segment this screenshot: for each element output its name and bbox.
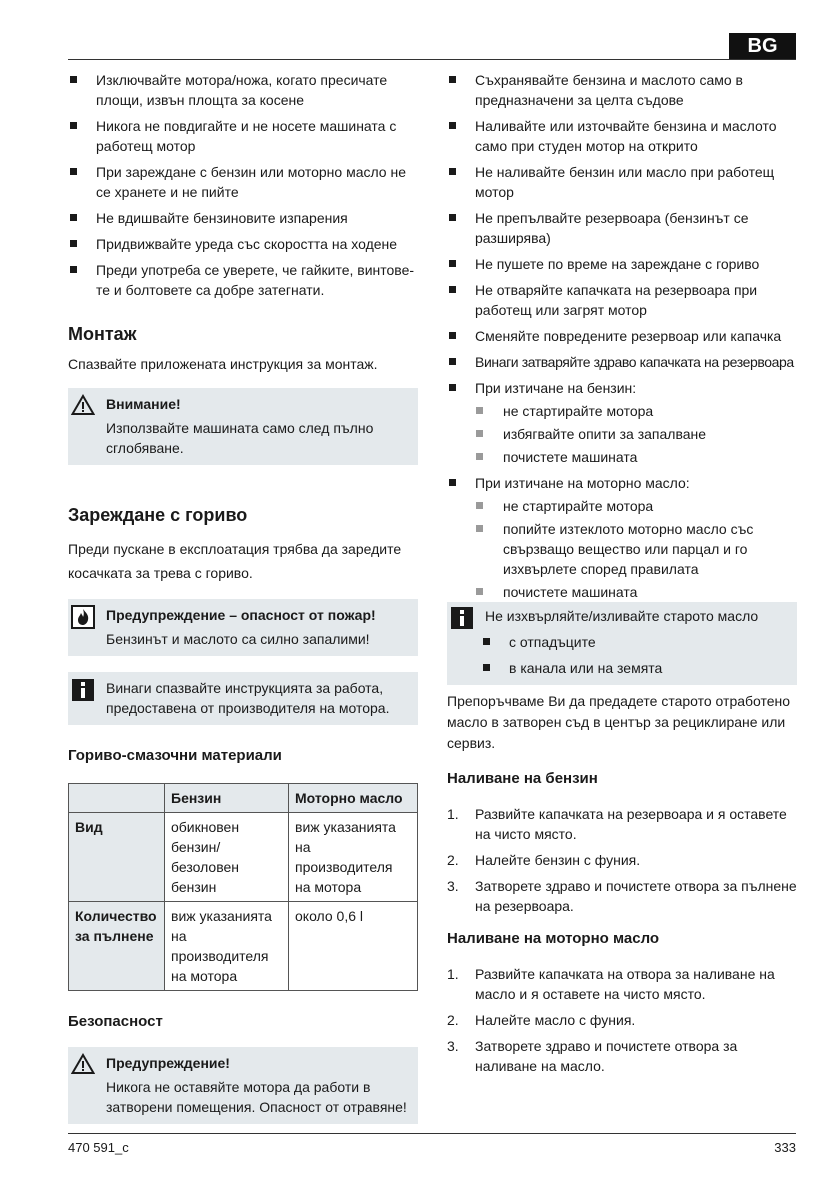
- warning-triangle-icon: [71, 394, 95, 421]
- fuel-safety-list: [447, 70, 797, 602]
- sub-list-item: почистете машината: [475, 582, 797, 602]
- list-item: 2. Налейте бензин с фуния.: [447, 852, 641, 868]
- list-item: в канала или на земята: [481, 658, 789, 678]
- safety-bullet-list: [68, 70, 418, 300]
- right-column: [447, 70, 797, 1082]
- section-title-safety: Безопасност: [68, 1013, 163, 1030]
- section-title-fuel: Зареждане с гориво: [68, 505, 248, 525]
- list-item: Не пушете по време на зареждане с гориво: [447, 254, 797, 274]
- list-item: Преди употреба се уверете, че гайките, винтове-те и болтовете са добре затегнати.: [68, 260, 418, 300]
- list-item: Изключвайте мотора/ножа, когато пресичате площи, извън площта за косене: [68, 70, 418, 110]
- step-text: Затворете здраво и почистете отвора за наливане на масло.: [475, 1038, 738, 1074]
- step-text: Налейте масло с фуния.: [475, 1012, 636, 1028]
- info-icon: [71, 678, 95, 707]
- recycle-text: Препоръчваме Ви да предадете старото отработено масло в затворен съд в център за рециклиране или сервиз.: [447, 693, 791, 751]
- sub-list-item: не стартирайте мотора: [475, 401, 797, 421]
- list-item: 1. Развийте капачката на резервоара и я оставете на чисто място.: [447, 806, 787, 842]
- list-item: 3. Затворете здраво и почистете отвора за наливане на масло.: [447, 1038, 738, 1074]
- row-header-quantity: Количество за пълнене: [69, 902, 165, 991]
- step-text: Развийте капачката на резервоара и я оставете на чисто място.: [475, 806, 787, 842]
- cell-oil-quantity: около 0,6 l: [289, 902, 418, 991]
- cell-oil-type: виж указанията на производителя на мотора: [289, 813, 418, 902]
- list-item: 1. Развийте капачката на отвора за наливане на масло и я оставете на чисто място.: [447, 966, 775, 1002]
- table-row: [69, 813, 418, 902]
- safety-warning-text: Никога не оставяйте мотора да работи в затворени помещения. Опасност от отравяне!: [106, 1079, 407, 1115]
- sub-list-item: не стартирайте мотора: [475, 496, 797, 516]
- sub-list-item: попийте изтеклото моторно масло със свързващо вещество или парцал и го изхвърлете според правилата: [475, 519, 797, 579]
- document-id: 470 591_c: [68, 1140, 129, 1155]
- list-item: с отпадъците: [481, 632, 789, 652]
- lubricants-table: [68, 783, 418, 991]
- list-item: Никога не повдигайте и не носете машината с работещ мотор: [68, 116, 418, 156]
- list-item: Наливайте или източвайте бензина и маслото само при студен мотор на открито: [447, 116, 797, 156]
- petrol-fill-steps: [447, 804, 797, 916]
- info-text: Винаги спазвайте инструкцията за работа, предоставена от производителя на мотора.: [106, 680, 390, 716]
- col-header-oil: Моторно масло: [289, 784, 418, 813]
- sub-list-item: избягвайте опити за запалване: [475, 424, 797, 444]
- info-box: [68, 672, 418, 725]
- list-item: Не препълвайте резервоара (бензинът се разширява): [447, 208, 797, 248]
- section-title-oil-fill: Наливане на моторно масло: [447, 930, 660, 947]
- section-title-lubricants: Горивo-смазочни материали: [68, 747, 282, 764]
- list-item: Сменяйте повредените резервоар или капачка: [447, 326, 797, 346]
- oil-disposal-title: Не изхвърляйте/изливайте старото масло: [485, 608, 759, 624]
- list-item: 3. Затворете здраво и почистете отвора за пълнене на резервоара.: [447, 878, 797, 914]
- oil-fill-steps: [447, 964, 797, 1076]
- fire-warning-box: [68, 599, 418, 656]
- info-icon: [450, 606, 474, 635]
- top-divider: [68, 59, 796, 60]
- caution-title: Внимание!: [106, 396, 181, 412]
- sub-list-item: почистете машината: [475, 447, 797, 467]
- oil-leak-label: При изтичане на моторно масло:: [475, 475, 690, 491]
- list-item: При зареждане с бензин или моторно масло не се хранете и не пийте: [68, 162, 418, 202]
- fuel-text: Преди пускане в експлоатация трябва да заредите косачката за трева с гориво.: [68, 541, 402, 581]
- safety-warning-title: Предупреждение!: [106, 1055, 230, 1071]
- list-item-oil-leak: [447, 473, 797, 602]
- oil-leak-sublist: [475, 496, 797, 602]
- list-item: Не отваряйте капачката на резервоара при работещ или загрят мотор: [447, 280, 797, 320]
- list-item: Съхранявайте бензина и маслото само в предназначени за целта съдове: [447, 70, 797, 110]
- cell-petrol-type: обикновен бензин/ безоловен бензин: [165, 813, 289, 902]
- step-text: Налейте бензин с фуния.: [475, 852, 641, 868]
- step-text: Развийте капачката на отвора за наливане на масло и я оставете на чисто място.: [475, 966, 775, 1002]
- section-title-petrol-fill: Наливане на бензин: [447, 770, 598, 787]
- fire-hazard-icon: [71, 605, 95, 634]
- table-row: [69, 902, 418, 991]
- list-item: Придвижвайте уреда със скоростта на ходене: [68, 234, 418, 254]
- col-header-petrol: Бензин: [165, 784, 289, 813]
- step-text: Затворете здраво и почистете отвора за пълнене на резервоара.: [475, 878, 797, 914]
- bottom-divider: [68, 1133, 796, 1134]
- language-tab: BG: [729, 33, 796, 60]
- list-item: Винаги затваряйте здраво капачката на резервоара: [447, 352, 797, 372]
- caution-text: Използвайте машината само след пълно сглобяване.: [106, 420, 374, 456]
- section-title-montage: Монтаж: [68, 324, 137, 344]
- table-corner-cell: [69, 784, 165, 813]
- row-header-type: Вид: [69, 813, 165, 902]
- list-item: Не наливайте бензин или масло при работещ мотор: [447, 162, 797, 202]
- safety-warning-box: [68, 1047, 418, 1124]
- oil-disposal-list: [481, 632, 789, 678]
- page-number: 333: [774, 1140, 796, 1155]
- petrol-leak-sublist: [475, 401, 797, 467]
- warning-triangle-icon: [71, 1053, 95, 1080]
- cell-petrol-quantity: виж указанията на производителя на мотора: [165, 902, 289, 991]
- list-item-petrol-leak: [447, 378, 797, 467]
- petrol-leak-label: При изтичане на бензин:: [475, 380, 637, 396]
- left-column: [68, 70, 418, 1124]
- montage-text: Спазвайте приложената инструкция за монтаж.: [68, 356, 378, 372]
- fire-warning-title: Предупреждение – опасност от пожар!: [106, 607, 376, 623]
- fire-warning-text: Бензинът и маслото са силно запалими!: [106, 631, 370, 647]
- caution-box: [68, 388, 418, 465]
- list-item: 2. Налейте масло с фуния.: [447, 1012, 636, 1028]
- table-header-row: [69, 784, 418, 813]
- oil-disposal-info-box: [447, 602, 797, 685]
- list-item: Не вдишвайте бензиновите изпарения: [68, 208, 418, 228]
